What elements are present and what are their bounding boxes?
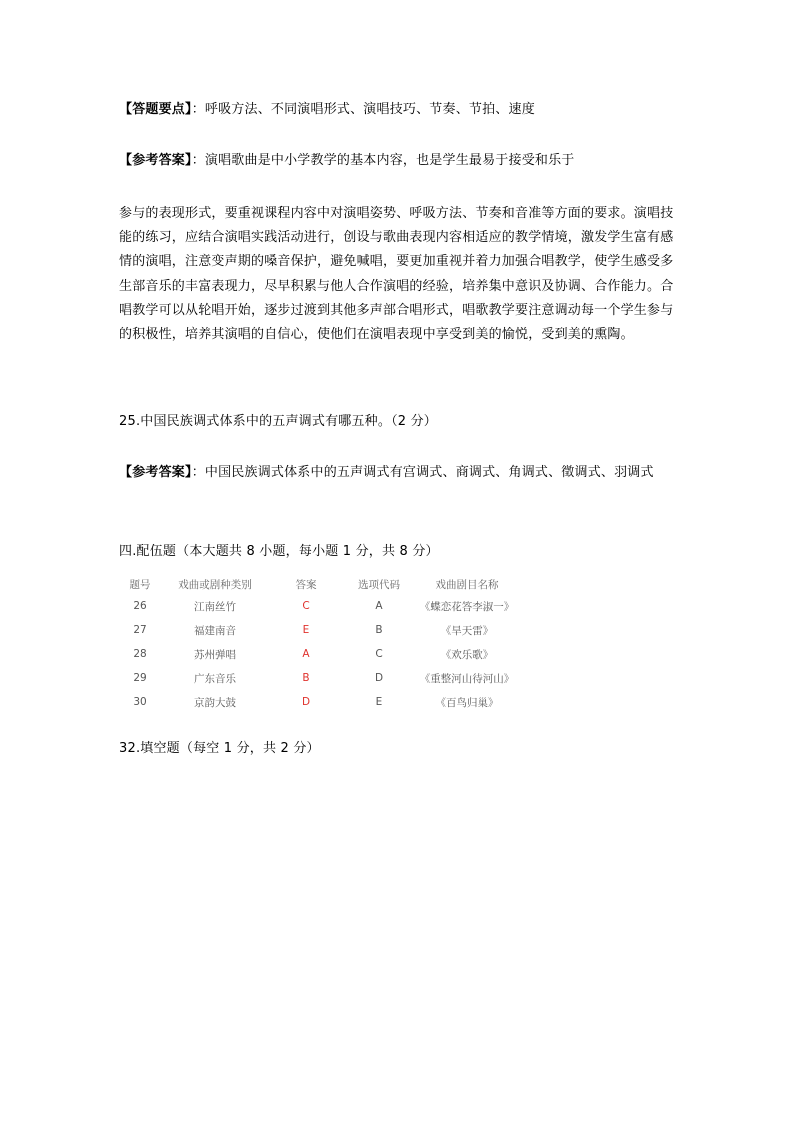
cell-number: 27 xyxy=(133,624,147,636)
question-25: 25.中国民族调式体系中的五声调式有哪五种。（2 分） xyxy=(119,414,437,429)
cell-answer: A xyxy=(302,648,310,660)
cell-number: 30 xyxy=(133,696,147,708)
cell-code: A xyxy=(375,600,383,612)
header-option-code: 选项代码 xyxy=(358,578,400,591)
cell-code: D xyxy=(374,672,384,684)
reference-answer-1-body: 参与的表现形式，要重视课程内容中对演唱姿势、呼吸方法、节奏和音准等方面的要求。演唱技能的练习，应结合演唱实践活动进行，创设与歌曲表现内容相适应的教学情境，激发学生富有感情的演唱，注意变声期的嗓音保护，避免喊唱，要更加重视并着力加强合唱教学，使学生感受多生部音乐的丰富表现力，尽早积累与他人合作演唱的经验，培养集中意识及协调、合作能力。合唱教学可以从轮唱开始，逐步过渡到其他多声部合唱形式，唱歌教学要注意调动每一个学生参与的积极性，培养其演唱的自信心，使他们在演唱表现中享受到美的愉悦，受到美的熏陶。 xyxy=(119,206,674,343)
reference-answer-2 xyxy=(119,461,679,485)
reference-answer-1-first-text: ：演唱歌曲是中小学教学的基本内容，也是学生最易于接受和乐于 xyxy=(191,153,575,168)
table-row xyxy=(119,594,519,618)
cell-code: C xyxy=(375,648,383,660)
reference-answer-2-label: 【参考答案】 xyxy=(119,465,192,480)
table-row xyxy=(119,690,519,714)
section-4-title: 四.配伍题（本大题共 8 小题，每小题 1 分，共 8 分） xyxy=(119,544,439,559)
matching-table xyxy=(119,574,519,714)
cell-name: 《旱天雷》 xyxy=(440,624,494,637)
cell-genre: 广东音乐 xyxy=(194,672,236,685)
cell-code: E xyxy=(375,696,383,708)
cell-genre: 苏州弹唱 xyxy=(194,648,236,661)
cell-genre: 京韵大鼓 xyxy=(194,696,236,709)
cell-code: B xyxy=(375,624,383,636)
header-answer: 答案 xyxy=(295,578,317,591)
reference-answer-2-text: ：中国民族调式体系中的五声调式有宫调式、商调式、角调式、徵调式、羽调式 xyxy=(191,465,654,480)
cell-answer: C xyxy=(302,600,310,612)
cell-name: 《蝶恋花答李淑一》 xyxy=(419,600,515,613)
cell-name: 《欢乐歌》 xyxy=(440,648,494,661)
table-row xyxy=(119,666,519,690)
reference-answer-1-first-line xyxy=(119,152,575,170)
table-header-row xyxy=(119,574,519,594)
cell-genre: 福建南音 xyxy=(194,624,236,637)
cell-answer: D xyxy=(301,696,311,708)
cell-name: 《百鸟归巢》 xyxy=(435,696,499,709)
cell-name: 《重整河山待河山》 xyxy=(419,672,515,685)
cell-number: 28 xyxy=(133,648,147,660)
reference-answer-1-label: 【参考答案】 xyxy=(119,153,192,168)
cell-number: 29 xyxy=(133,672,147,684)
cell-answer: E xyxy=(302,624,310,636)
question-32: 32.填空题（每空 1 分，共 2 分） xyxy=(119,741,320,756)
header-genre: 戏曲或剧种类别 xyxy=(178,578,252,591)
header-piece-name: 戏曲剧目名称 xyxy=(435,578,499,591)
cell-number: 26 xyxy=(133,600,147,612)
table-row xyxy=(119,642,519,666)
answer-points-line xyxy=(119,101,535,119)
answer-points-label: 【答题要点】 xyxy=(119,102,192,117)
table-row xyxy=(119,618,519,642)
cell-answer: B xyxy=(302,672,310,684)
header-question-number: 题号 xyxy=(129,578,151,591)
cell-genre: 江南丝竹 xyxy=(194,600,236,613)
answer-points-text: ：呼吸方法、不同演唱形式、演唱技巧、节奏、节拍、速度 xyxy=(191,102,535,117)
